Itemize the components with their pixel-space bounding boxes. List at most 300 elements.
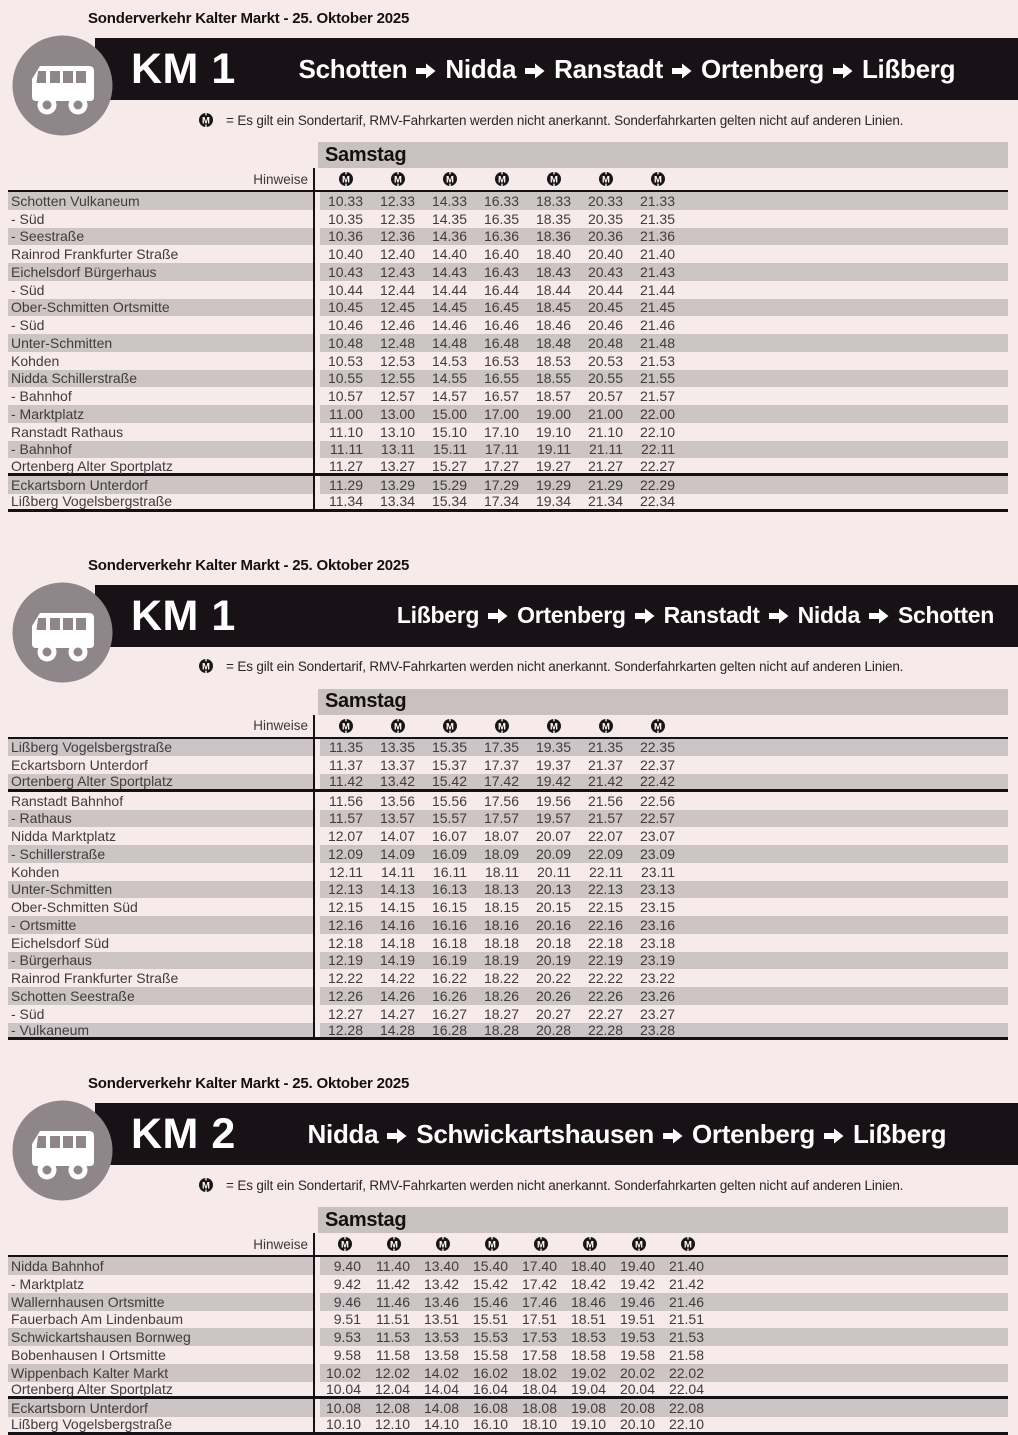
departure-time: 17.58 bbox=[521, 1346, 557, 1363]
departure-time: 10.35 bbox=[327, 210, 363, 227]
departure-time: 22.42 bbox=[639, 773, 675, 790]
bus-icon bbox=[12, 35, 113, 136]
departure-time: 20.48 bbox=[587, 334, 623, 351]
departure-times bbox=[320, 845, 1008, 863]
stop-name: - Bahnhof bbox=[11, 388, 72, 405]
svg-text:M: M bbox=[536, 1239, 545, 1251]
svg-text:M: M bbox=[550, 720, 558, 732]
departure-time: 11.58 bbox=[376, 1346, 410, 1363]
departure-time: 18.19 bbox=[483, 952, 519, 969]
departure-time: 12.13 bbox=[327, 881, 363, 898]
stop-name: - Bahnhof bbox=[8, 441, 313, 459]
departure-time: 18.04 bbox=[521, 1380, 557, 1397]
column-separator bbox=[313, 476, 320, 494]
departure-time: 18.27 bbox=[483, 1005, 519, 1022]
departure-times bbox=[320, 1275, 1008, 1293]
departure-time: 21.35 bbox=[639, 210, 675, 227]
svg-text:M: M bbox=[342, 720, 350, 732]
departure-time: 19.04 bbox=[570, 1380, 606, 1397]
departure-time: 18.16 bbox=[483, 916, 519, 933]
departure-time: 10.45 bbox=[327, 299, 363, 316]
departure-time: 19.53 bbox=[619, 1329, 655, 1346]
departure-time: 15.10 bbox=[431, 423, 467, 440]
stop-name: Ober-Schmitten Ortsmitte bbox=[8, 299, 313, 317]
day-label: Samstag bbox=[325, 143, 407, 166]
departure-time: 16.57 bbox=[483, 388, 519, 405]
departure-times bbox=[320, 1328, 1008, 1346]
svg-text:M: M bbox=[342, 174, 350, 186]
departure-time: 19.08 bbox=[570, 1400, 606, 1417]
departure-time: 11.46 bbox=[376, 1293, 410, 1310]
departure-times bbox=[320, 881, 1008, 899]
departure-time: 13.42 bbox=[379, 773, 415, 790]
departure-time: 14.35 bbox=[431, 210, 467, 227]
departure-time: 21.46 bbox=[668, 1293, 704, 1310]
stop-name: - Ortsmitte bbox=[8, 916, 313, 934]
departure-time: 20.43 bbox=[587, 263, 623, 280]
departure-time: 12.35 bbox=[379, 210, 415, 227]
sondertarif-m-icon bbox=[372, 172, 424, 186]
stop-name: Unter-Schmitten bbox=[8, 334, 313, 352]
arrow-right-icon bbox=[387, 1120, 407, 1151]
departure-time: 16.16 bbox=[431, 916, 467, 933]
table-row bbox=[8, 494, 1008, 512]
departure-times bbox=[320, 1382, 1008, 1397]
departure-time: 10.43 bbox=[327, 263, 363, 280]
table-row bbox=[8, 1328, 1008, 1346]
departure-times bbox=[320, 352, 1008, 370]
departure-time: 18.55 bbox=[535, 370, 571, 387]
departure-time: 21.36 bbox=[639, 228, 675, 245]
departure-time: 19.29 bbox=[535, 476, 571, 493]
arrow-right-icon bbox=[488, 603, 508, 630]
table-row bbox=[8, 863, 1008, 881]
table-row bbox=[8, 845, 1008, 863]
departure-time: 23.27 bbox=[639, 1005, 675, 1022]
table-row bbox=[8, 228, 1008, 246]
tariff-note-text: = Es gilt ein Sondertarif, RMV-Fahrkarten werden nicht anerkannt. Sonderfahrkarten gelten nicht auf anderen Linien. bbox=[226, 112, 904, 128]
column-separator bbox=[313, 827, 320, 845]
departure-time: 22.34 bbox=[639, 493, 675, 510]
svg-text:M: M bbox=[602, 720, 610, 732]
stop-name: Rainrod Frankfurter Straße bbox=[11, 246, 179, 263]
column-separator bbox=[313, 370, 320, 388]
departure-time: 20.11 bbox=[537, 863, 571, 880]
departure-time: 22.04 bbox=[668, 1380, 704, 1397]
departure-time: 12.53 bbox=[379, 352, 415, 369]
column-separator bbox=[313, 316, 320, 334]
sondertarif-m-icon bbox=[424, 172, 476, 186]
departure-time: 10.55 bbox=[327, 370, 363, 387]
table-row bbox=[8, 316, 1008, 334]
departure-time: 16.19 bbox=[431, 952, 467, 969]
departure-time: 12.04 bbox=[374, 1380, 410, 1397]
arrow-right-icon bbox=[416, 55, 436, 86]
svg-text:M: M bbox=[498, 174, 506, 186]
departure-times bbox=[320, 476, 1008, 494]
table-header-row bbox=[8, 168, 1008, 192]
table-row bbox=[8, 405, 1008, 423]
stop-name: Ranstadt Bahnhof bbox=[11, 792, 124, 809]
timetable bbox=[8, 1233, 1008, 1435]
route-stop: Lißberg bbox=[396, 602, 480, 628]
departure-time: 18.33 bbox=[535, 192, 571, 209]
stop-name: Ortenberg Alter Sportplatz bbox=[11, 457, 173, 474]
departure-time: 23.13 bbox=[639, 881, 675, 898]
departure-time: 19.27 bbox=[535, 457, 571, 474]
day-header bbox=[318, 142, 1008, 168]
stop-name: Schotten Seestraße bbox=[8, 987, 313, 1005]
departure-time: 12.26 bbox=[327, 987, 363, 1004]
line-number: KM 1 bbox=[131, 591, 236, 640]
svg-text:M: M bbox=[446, 174, 454, 186]
route-stop: Ranstadt bbox=[554, 53, 663, 84]
column-separator bbox=[313, 881, 320, 899]
departure-time: 18.44 bbox=[535, 281, 571, 298]
departure-time: 18.43 bbox=[535, 263, 571, 280]
departure-time: 22.16 bbox=[587, 916, 623, 933]
column-separator bbox=[313, 987, 320, 1005]
departure-times bbox=[320, 916, 1008, 934]
column-separator bbox=[313, 228, 320, 246]
sondertarif-m-icon bbox=[528, 719, 580, 733]
stop-name: Kohden bbox=[11, 863, 60, 880]
departure-time: 20.44 bbox=[587, 281, 623, 298]
departure-time: 16.27 bbox=[431, 1005, 467, 1022]
table-row bbox=[8, 792, 1008, 810]
table-row bbox=[8, 263, 1008, 281]
document-title: Sonderverkehr Kalter Markt - 25. Oktober 2025 bbox=[88, 1075, 410, 1093]
departure-time: 14.08 bbox=[423, 1400, 459, 1417]
departure-time: 22.15 bbox=[587, 899, 623, 916]
table-row bbox=[8, 192, 1008, 210]
svg-text:M: M bbox=[394, 720, 402, 732]
departure-time: 17.46 bbox=[521, 1293, 557, 1310]
departure-time: 17.34 bbox=[483, 493, 519, 510]
departure-time: 15.34 bbox=[431, 493, 467, 510]
departure-time: 14.11 bbox=[381, 863, 415, 880]
departure-time: 20.22 bbox=[535, 970, 571, 987]
departure-times bbox=[320, 1311, 1008, 1329]
arrow-right-icon bbox=[869, 603, 889, 630]
column-separator bbox=[313, 441, 320, 459]
route-stop: Nidda bbox=[445, 53, 517, 84]
departure-times bbox=[320, 1257, 1008, 1275]
column-separator bbox=[313, 245, 320, 263]
departure-time: 13.51 bbox=[423, 1311, 459, 1328]
departure-time: 11.40 bbox=[376, 1258, 410, 1275]
stop-name: - Marktplatz bbox=[8, 405, 313, 423]
departure-times bbox=[320, 494, 1008, 509]
table-row bbox=[8, 810, 1008, 828]
departure-times bbox=[320, 810, 1008, 828]
stop-name: Rainrod Frankfurter Straße bbox=[11, 970, 179, 987]
sondertarif-m-icon bbox=[424, 719, 476, 733]
table-row bbox=[8, 952, 1008, 970]
departure-time: 12.27 bbox=[327, 1005, 363, 1022]
table-row bbox=[8, 1257, 1008, 1275]
column-separator bbox=[313, 1293, 320, 1311]
stop-name: Eckartsborn Unterdorf bbox=[8, 1399, 313, 1417]
departure-time: 20.57 bbox=[587, 388, 623, 405]
column-separator bbox=[313, 1257, 320, 1275]
stop-name: Wallernhausen Ortsmitte bbox=[8, 1293, 313, 1311]
departure-time: 15.11 bbox=[433, 441, 467, 458]
departure-time: 14.19 bbox=[379, 952, 415, 969]
departure-time: 21.55 bbox=[639, 370, 675, 387]
arrow-right-icon bbox=[769, 603, 789, 630]
departure-time: 22.26 bbox=[587, 987, 623, 1004]
bus-icon bbox=[12, 1100, 113, 1201]
sondertarif-m-icon bbox=[418, 1237, 467, 1251]
departure-time: 21.33 bbox=[639, 192, 675, 209]
line-banner bbox=[95, 38, 1018, 100]
departure-time: 22.07 bbox=[587, 828, 623, 845]
departure-time: 23.19 bbox=[639, 952, 675, 969]
departure-time: 13.46 bbox=[423, 1293, 459, 1310]
route-stop: Lißberg bbox=[861, 53, 956, 84]
arrow-right-icon bbox=[672, 55, 692, 86]
departure-time: 13.57 bbox=[379, 810, 415, 827]
sondertarif-m-icon bbox=[565, 1237, 614, 1251]
column-separator bbox=[313, 299, 320, 317]
departure-time: 13.42 bbox=[423, 1275, 459, 1292]
departure-times bbox=[320, 774, 1008, 789]
departure-time: 23.15 bbox=[639, 899, 675, 916]
departure-time: 18.40 bbox=[570, 1258, 606, 1275]
departure-time: 17.53 bbox=[521, 1329, 557, 1346]
departure-times bbox=[320, 263, 1008, 281]
departure-time: 11.27 bbox=[329, 457, 363, 474]
departure-time: 23.18 bbox=[639, 934, 675, 951]
tariff-note bbox=[199, 659, 1018, 675]
departure-time: 21.00 bbox=[587, 405, 623, 422]
departure-time: 18.53 bbox=[535, 352, 571, 369]
departure-time: 13.35 bbox=[379, 739, 415, 756]
departure-time: 21.46 bbox=[639, 317, 675, 334]
departure-time: 23.28 bbox=[639, 1021, 675, 1038]
departure-time: 14.04 bbox=[423, 1380, 459, 1397]
table-row bbox=[8, 1417, 1008, 1435]
departure-time: 21.44 bbox=[639, 281, 675, 298]
departure-time: 15.46 bbox=[472, 1293, 508, 1310]
departure-time: 16.55 bbox=[483, 370, 519, 387]
departure-time: 11.51 bbox=[376, 1311, 410, 1328]
sondertarif-m-icon bbox=[467, 1237, 516, 1251]
column-separator bbox=[313, 1311, 320, 1329]
timetable bbox=[8, 168, 1008, 512]
table-row bbox=[8, 352, 1008, 370]
departure-time: 22.11 bbox=[589, 863, 623, 880]
departure-times bbox=[320, 952, 1008, 970]
departure-time: 18.53 bbox=[570, 1329, 606, 1346]
departure-time: 20.13 bbox=[535, 881, 571, 898]
table-row bbox=[8, 827, 1008, 845]
departure-times bbox=[320, 387, 1008, 405]
departure-time: 22.13 bbox=[587, 881, 623, 898]
departure-time: 18.08 bbox=[521, 1400, 557, 1417]
departure-time: 18.26 bbox=[483, 987, 519, 1004]
sondertarif-m-icon bbox=[476, 719, 528, 733]
stop-name: - Marktplatz bbox=[11, 1275, 85, 1292]
stop-name: Ober-Schmitten Süd bbox=[11, 899, 138, 916]
departure-time: 23.26 bbox=[639, 987, 675, 1004]
departure-time: 17.40 bbox=[521, 1258, 557, 1275]
table-row bbox=[8, 458, 1008, 476]
departure-time: 16.15 bbox=[431, 899, 467, 916]
departure-time: 15.27 bbox=[431, 457, 467, 474]
column-separator bbox=[313, 352, 320, 370]
table-row bbox=[8, 476, 1008, 494]
departure-time: 11.56 bbox=[329, 792, 363, 809]
column-tariff-icons bbox=[320, 172, 684, 186]
table-row bbox=[8, 334, 1008, 352]
departure-time: 10.33 bbox=[327, 192, 363, 209]
route-stops bbox=[236, 602, 1018, 629]
svg-text:M: M bbox=[202, 661, 210, 673]
svg-text:M: M bbox=[550, 174, 558, 186]
table-row bbox=[8, 299, 1008, 317]
departure-time: 12.33 bbox=[379, 192, 415, 209]
departure-time: 15.00 bbox=[431, 405, 467, 422]
departure-time: 12.07 bbox=[327, 828, 363, 845]
table-header-row bbox=[8, 1233, 1008, 1257]
document-title: Sonderverkehr Kalter Markt - 25. Oktober 2025 bbox=[88, 10, 410, 27]
departure-time: 16.09 bbox=[431, 845, 467, 862]
day-label: Samstag bbox=[325, 1208, 407, 1231]
departure-times bbox=[320, 1005, 1008, 1023]
departure-time: 12.57 bbox=[379, 388, 415, 405]
table-row bbox=[8, 1364, 1008, 1382]
document-title: Sonderverkehr Kalter Markt - 25. Oktober 2025 bbox=[88, 556, 410, 574]
departure-time: 16.18 bbox=[431, 934, 467, 951]
departure-time: 14.44 bbox=[431, 281, 467, 298]
departure-times bbox=[320, 245, 1008, 263]
column-separator bbox=[313, 898, 320, 916]
table-row bbox=[8, 1382, 1008, 1400]
departure-time: 23.07 bbox=[639, 828, 675, 845]
departure-time: 14.46 bbox=[431, 317, 467, 334]
table-row bbox=[8, 881, 1008, 899]
departure-time: 10.02 bbox=[325, 1364, 361, 1381]
table-row bbox=[8, 1023, 1008, 1041]
departure-time: 22.11 bbox=[641, 441, 675, 458]
tariff-note bbox=[199, 1177, 1018, 1193]
departure-times bbox=[320, 210, 1008, 228]
stop-name: Lißberg Vogelsbergstraße bbox=[11, 1416, 173, 1433]
departure-time: 14.33 bbox=[431, 192, 467, 209]
departure-time: 14.13 bbox=[379, 881, 415, 898]
departure-time: 9.58 bbox=[333, 1346, 361, 1363]
departure-time: 20.28 bbox=[535, 1021, 571, 1038]
stop-name: Unter-Schmitten bbox=[8, 881, 313, 899]
day-label: Samstag bbox=[325, 690, 407, 712]
departure-time: 22.27 bbox=[587, 1005, 623, 1022]
route-stop: Ortenberg bbox=[691, 1118, 815, 1149]
departure-time: 21.48 bbox=[639, 334, 675, 351]
departure-time: 16.26 bbox=[431, 987, 467, 1004]
departure-time: 14.27 bbox=[379, 1005, 415, 1022]
arrow-right-icon bbox=[824, 1120, 844, 1151]
column-separator bbox=[313, 792, 320, 810]
stop-name: - Vulkaneum bbox=[8, 1023, 313, 1038]
departure-times bbox=[320, 281, 1008, 299]
column-separator bbox=[313, 739, 320, 757]
departure-time: 22.28 bbox=[587, 1021, 623, 1038]
departure-time: 22.09 bbox=[587, 845, 623, 862]
departure-time: 23.09 bbox=[639, 845, 675, 862]
column-separator bbox=[313, 423, 320, 441]
departure-time: 18.48 bbox=[535, 334, 571, 351]
departure-time: 13.58 bbox=[423, 1346, 459, 1363]
departure-time: 21.37 bbox=[587, 757, 623, 774]
departure-time: 12.15 bbox=[327, 899, 363, 916]
stop-name: - Süd bbox=[11, 281, 45, 298]
departure-times bbox=[320, 423, 1008, 441]
departure-time: 15.35 bbox=[431, 739, 467, 756]
arrow-right-icon bbox=[663, 1120, 683, 1151]
column-separator bbox=[313, 1364, 320, 1382]
departure-times bbox=[320, 1364, 1008, 1382]
departure-time: 14.36 bbox=[431, 228, 467, 245]
departure-time: 18.51 bbox=[570, 1311, 606, 1328]
departure-time: 21.57 bbox=[639, 388, 675, 405]
stop-name: Schotten Vulkaneum bbox=[8, 192, 313, 210]
departure-time: 11.35 bbox=[329, 739, 363, 756]
table-row bbox=[8, 387, 1008, 405]
departure-time: 14.10 bbox=[423, 1416, 459, 1433]
departure-time: 14.15 bbox=[379, 899, 415, 916]
departure-time: 14.45 bbox=[431, 299, 467, 316]
departure-times bbox=[320, 756, 1008, 774]
departure-time: 13.27 bbox=[379, 457, 415, 474]
departure-time: 22.10 bbox=[668, 1416, 704, 1433]
departure-time: 13.10 bbox=[379, 423, 415, 440]
stop-name: Wippenbach Kalter Markt bbox=[8, 1364, 313, 1382]
tariff-note bbox=[199, 112, 1018, 128]
departure-time: 17.35 bbox=[483, 739, 519, 756]
departure-time: 21.40 bbox=[668, 1258, 704, 1275]
column-separator bbox=[313, 934, 320, 952]
table-row bbox=[8, 1311, 1008, 1329]
column-separator bbox=[313, 1023, 320, 1038]
departure-time: 14.48 bbox=[431, 334, 467, 351]
route-stops bbox=[236, 54, 1018, 85]
departure-time: 13.37 bbox=[379, 757, 415, 774]
departure-time: 12.02 bbox=[374, 1364, 410, 1381]
departure-time: 16.48 bbox=[483, 334, 519, 351]
departure-time: 21.11 bbox=[589, 441, 623, 458]
departure-time: 17.00 bbox=[483, 405, 519, 422]
stop-name: Ranstadt Rathaus bbox=[11, 423, 124, 440]
departure-time: 13.11 bbox=[381, 441, 415, 458]
departure-time: 18.57 bbox=[535, 388, 571, 405]
line-banner bbox=[95, 1103, 1018, 1165]
column-separator bbox=[313, 863, 320, 881]
departure-time: 20.09 bbox=[535, 845, 571, 862]
departure-time: 9.51 bbox=[333, 1311, 361, 1328]
departure-time: 20.45 bbox=[587, 299, 623, 316]
departure-time: 20.04 bbox=[619, 1380, 655, 1397]
day-header bbox=[318, 689, 1008, 715]
departure-time: 11.29 bbox=[329, 476, 363, 493]
departure-time: 18.35 bbox=[535, 210, 571, 227]
departure-time: 10.57 bbox=[327, 388, 363, 405]
departure-time: 19.35 bbox=[535, 739, 571, 756]
departure-time: 15.29 bbox=[431, 476, 467, 493]
departure-times bbox=[320, 441, 1008, 459]
stop-name: Ortenberg Alter Sportplatz bbox=[8, 774, 313, 789]
